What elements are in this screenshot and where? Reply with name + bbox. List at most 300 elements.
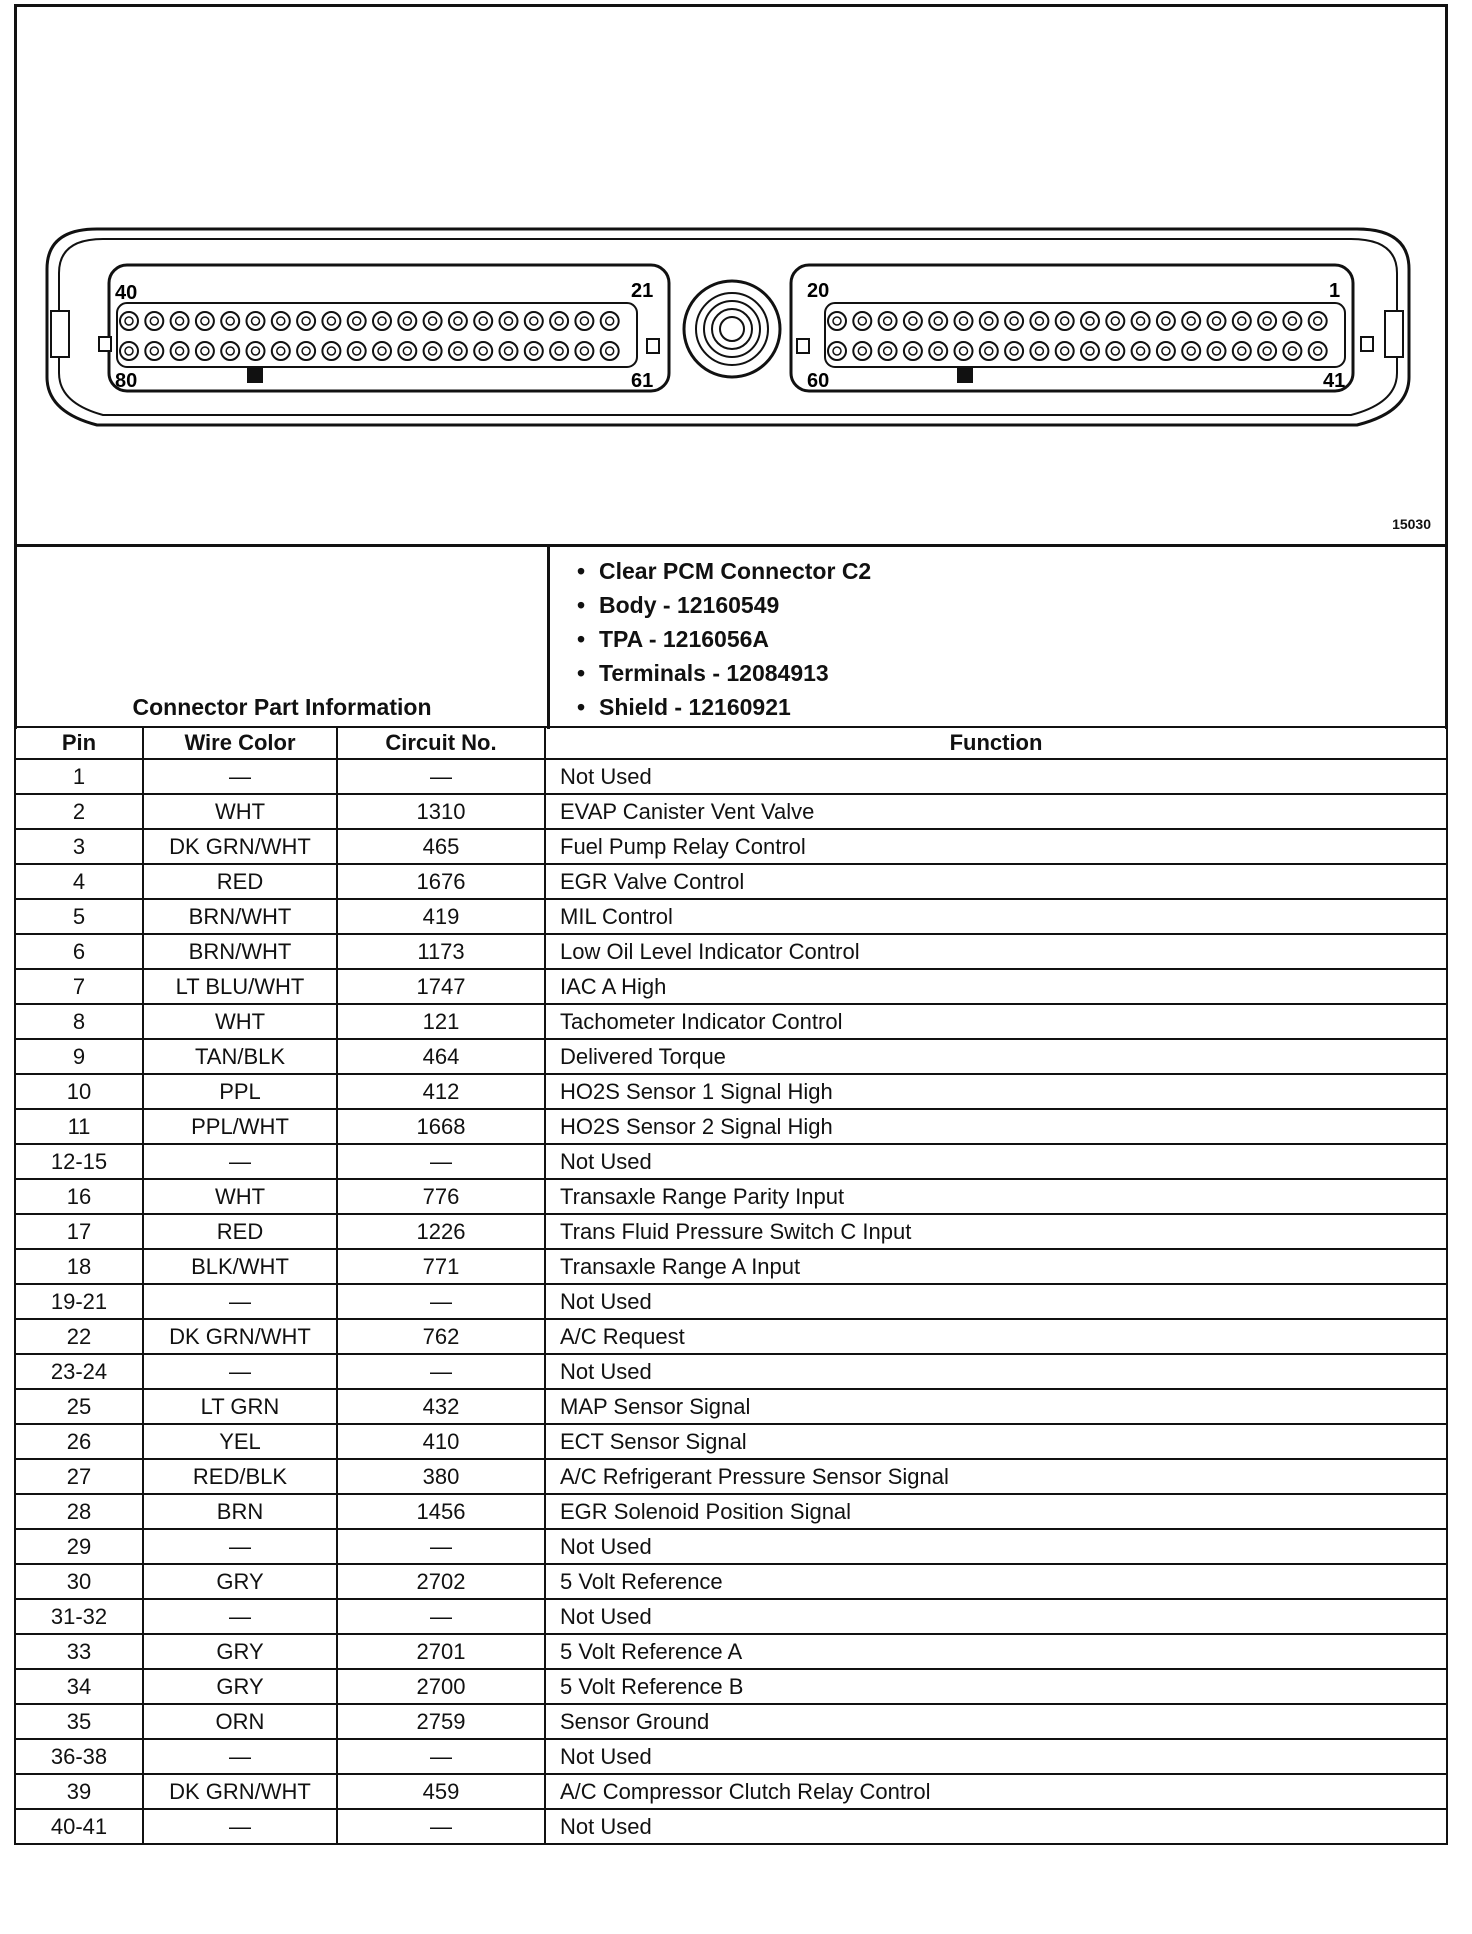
cell-circuit-no: 1173: [337, 934, 545, 969]
pin-hole-center: [429, 317, 437, 325]
cell-pin: 29: [15, 1529, 143, 1564]
pin-hole-center: [1010, 347, 1018, 355]
pin-hole: [322, 312, 340, 330]
pin-hole-center: [606, 317, 614, 325]
right-key-square: [1361, 337, 1373, 351]
cell-pin: 10: [15, 1074, 143, 1109]
pin-hole-center: [302, 317, 310, 325]
cell-pin: 4: [15, 864, 143, 899]
pin-hole: [221, 342, 239, 360]
pin-hole: [1309, 312, 1327, 330]
pin-hole-center: [1010, 317, 1018, 325]
cell-wire-color: GRY: [143, 1669, 337, 1704]
cell-function: A/C Request: [545, 1319, 1447, 1354]
cell-pin: 33: [15, 1634, 143, 1669]
pin-hole-center: [454, 317, 462, 325]
table-row: [15, 829, 1447, 864]
table-row: [15, 1774, 1447, 1809]
cell-function: 5 Volt Reference: [545, 1564, 1447, 1599]
pin-hole-center: [378, 317, 386, 325]
table-row: [15, 1564, 1447, 1599]
pin-hole: [1106, 342, 1124, 360]
pin-hole: [449, 312, 467, 330]
cell-pin: 36-38: [15, 1739, 143, 1774]
pin-hole-center: [909, 317, 917, 325]
cell-wire-color: YEL: [143, 1424, 337, 1459]
pin-hole: [196, 312, 214, 330]
cell-pin: 22: [15, 1319, 143, 1354]
right-latch: [1385, 311, 1403, 357]
cell-pin: 7: [15, 969, 143, 1004]
cell-wire-color: DK GRN/WHT: [143, 1774, 337, 1809]
pin-hole: [1283, 342, 1301, 360]
pin-hole: [1233, 312, 1251, 330]
cell-pin: 11: [15, 1109, 143, 1144]
cell-function: 5 Volt Reference B: [545, 1669, 1447, 1704]
pin-hole: [1005, 342, 1023, 360]
pin-hole: [601, 312, 619, 330]
pin-hole: [929, 342, 947, 360]
cell-wire-color: GRY: [143, 1564, 337, 1599]
pin-hole-center: [1187, 347, 1195, 355]
table-row: [15, 934, 1447, 969]
pin-hole-center: [1213, 347, 1221, 355]
pin-hole: [373, 312, 391, 330]
pin-hole-center: [1288, 317, 1296, 325]
info-item: • Shield - 12160921: [577, 690, 871, 724]
cell-wire-color: LT GRN: [143, 1389, 337, 1424]
cell-function: 5 Volt Reference A: [545, 1634, 1447, 1669]
cell-wire-color: —: [143, 1354, 337, 1389]
pin-hole: [1157, 312, 1175, 330]
pin-hole: [1283, 312, 1301, 330]
pin-hole: [575, 312, 593, 330]
pin-hole: [1258, 312, 1276, 330]
cell-wire-color: WHT: [143, 1179, 337, 1214]
pin-hole: [525, 342, 543, 360]
cell-function: Not Used: [545, 1599, 1447, 1634]
bullet-icon: •: [577, 558, 586, 584]
cell-pin: 18: [15, 1249, 143, 1284]
pin-hole-center: [150, 317, 158, 325]
pin-hole-center: [530, 347, 538, 355]
table-row: [15, 1074, 1447, 1109]
connector-part-info: [14, 544, 1448, 729]
cell-function: EVAP Canister Vent Valve: [545, 794, 1447, 829]
pin-hole: [145, 342, 163, 360]
cell-circuit-no: 1226: [337, 1214, 545, 1249]
pin-hole-center: [378, 347, 386, 355]
cell-pin: 39: [15, 1774, 143, 1809]
cell-circuit-no: 1456: [337, 1494, 545, 1529]
cell-function: Transaxle Range Parity Input: [545, 1179, 1447, 1214]
cell-pin: 40-41: [15, 1809, 143, 1844]
cell-circuit-no: 1668: [337, 1109, 545, 1144]
cell-function: Sensor Ground: [545, 1704, 1447, 1739]
pin-hole-center: [252, 317, 260, 325]
table-row: [15, 1459, 1447, 1494]
pin-hole-center: [1288, 347, 1296, 355]
pin-hole-center: [580, 347, 588, 355]
pin-hole-center: [884, 347, 892, 355]
pin-hole-center: [1061, 317, 1069, 325]
pin-hole-center: [1086, 347, 1094, 355]
cell-pin: 9: [15, 1039, 143, 1074]
cell-pin: 17: [15, 1214, 143, 1249]
pin-hole: [196, 342, 214, 360]
pin-hole: [1182, 342, 1200, 360]
pin-hole-center: [960, 317, 968, 325]
cell-circuit-no: 776: [337, 1179, 545, 1214]
cell-circuit-no: 464: [337, 1039, 545, 1074]
pin-hole-center: [353, 347, 361, 355]
cell-wire-color: TAN/BLK: [143, 1039, 337, 1074]
pin-hole-center: [1162, 347, 1170, 355]
cell-circuit-no: —: [337, 1529, 545, 1564]
pin-hole-center: [934, 347, 942, 355]
cell-circuit-no: 380: [337, 1459, 545, 1494]
pin-hole: [1030, 312, 1048, 330]
table-row: [15, 1214, 1447, 1249]
pin-hole: [424, 342, 442, 360]
cell-function: Not Used: [545, 1739, 1447, 1774]
table-row: [15, 899, 1447, 934]
pin-hole-center: [858, 347, 866, 355]
cell-pin: 26: [15, 1424, 143, 1459]
pin-hole-center: [985, 317, 993, 325]
cell-circuit-no: 1676: [337, 864, 545, 899]
cell-pin: 28: [15, 1494, 143, 1529]
cell-function: Low Oil Level Indicator Control: [545, 934, 1447, 969]
cell-wire-color: LT BLU/WHT: [143, 969, 337, 1004]
pin-hole: [247, 312, 265, 330]
pin-hole: [1309, 342, 1327, 360]
bullet-icon: •: [577, 626, 586, 652]
table-row: [15, 1424, 1447, 1459]
cell-function: EGR Valve Control: [545, 864, 1447, 899]
pin-hole: [171, 342, 189, 360]
table-header-row: [15, 727, 1447, 759]
cell-circuit-no: —: [337, 1144, 545, 1179]
pin-hole: [1005, 312, 1023, 330]
cell-circuit-no: 412: [337, 1074, 545, 1109]
pin-hole-center: [1061, 347, 1069, 355]
pin-hole-center: [429, 347, 437, 355]
pin-hole: [853, 342, 871, 360]
info-item: • Clear PCM Connector C2: [577, 554, 871, 588]
cell-wire-color: —: [143, 1529, 337, 1564]
header-circuit-no: Circuit No.: [337, 727, 545, 759]
cell-wire-color: BRN/WHT: [143, 899, 337, 934]
cell-function: Delivered Torque: [545, 1039, 1447, 1074]
cell-wire-color: WHT: [143, 794, 337, 829]
cell-circuit-no: 410: [337, 1424, 545, 1459]
connector-sheet: [14, 4, 1448, 1882]
pin-hole-center: [252, 347, 260, 355]
cell-pin: 3: [15, 829, 143, 864]
cell-function: Tachometer Indicator Control: [545, 1004, 1447, 1039]
pin-hole: [221, 312, 239, 330]
pin-hole: [373, 342, 391, 360]
pin-hole: [120, 312, 138, 330]
table-row: [15, 1179, 1447, 1214]
pin-hole: [500, 312, 518, 330]
table-row: [15, 794, 1447, 829]
pin-hole: [247, 342, 265, 360]
pin-hole: [1132, 342, 1150, 360]
table-row: [15, 1039, 1447, 1074]
pin-hole: [398, 312, 416, 330]
cell-circuit-no: —: [337, 1809, 545, 1844]
pin-hole: [1081, 312, 1099, 330]
pin-hole-center: [1137, 347, 1145, 355]
pin-hole-center: [302, 347, 310, 355]
cell-circuit-no: 432: [337, 1389, 545, 1424]
cell-circuit-no: —: [337, 1284, 545, 1319]
pin-hole: [955, 342, 973, 360]
bullet-icon: •: [577, 592, 586, 618]
cell-wire-color: RED: [143, 1214, 337, 1249]
left-inner-key-square: [647, 339, 659, 353]
cell-pin: 1: [15, 759, 143, 794]
pin-hole: [500, 342, 518, 360]
pin-hole-center: [479, 317, 487, 325]
pin-hole-center: [985, 347, 993, 355]
cell-wire-color: ORN: [143, 1704, 337, 1739]
cell-circuit-no: —: [337, 1354, 545, 1389]
pin-hole-center: [833, 347, 841, 355]
connector-info-title: Connector Part Information: [132, 694, 432, 720]
cell-wire-color: DK GRN/WHT: [143, 829, 337, 864]
pin-hole-center: [327, 317, 335, 325]
cell-function: Not Used: [545, 759, 1447, 794]
cell-circuit-no: 459: [337, 1774, 545, 1809]
pin-hole-center: [1086, 317, 1094, 325]
pin-hole: [550, 312, 568, 330]
right-inner-key-square: [797, 339, 809, 353]
pin-hole-center: [1263, 347, 1271, 355]
pin-function-table: [14, 726, 1448, 1845]
pin-hole: [297, 342, 315, 360]
pin-hole: [879, 342, 897, 360]
cell-circuit-no: 2702: [337, 1564, 545, 1599]
cell-wire-color: —: [143, 1739, 337, 1774]
table-row: [15, 1109, 1447, 1144]
cell-pin: 25: [15, 1389, 143, 1424]
pin-hole-center: [125, 347, 133, 355]
pin-hole-center: [580, 317, 588, 325]
cell-circuit-no: —: [337, 759, 545, 794]
pin-hole: [525, 312, 543, 330]
pin-hole: [904, 312, 922, 330]
cell-wire-color: PPL/WHT: [143, 1109, 337, 1144]
cell-wire-color: BLK/WHT: [143, 1249, 337, 1284]
table-row: [15, 1389, 1447, 1424]
pin-hole: [120, 342, 138, 360]
connector-housing-outline: [47, 229, 1409, 425]
pin-hole: [322, 342, 340, 360]
pin-hole: [449, 342, 467, 360]
pin-label-21: 21: [631, 280, 654, 302]
cell-circuit-no: —: [337, 1739, 545, 1774]
table-row: [15, 1599, 1447, 1634]
pin-hole: [955, 312, 973, 330]
cell-function: MIL Control: [545, 899, 1447, 934]
cell-pin: 30: [15, 1564, 143, 1599]
cell-circuit-no: 121: [337, 1004, 545, 1039]
pin-hole: [474, 342, 492, 360]
pin-hole: [929, 312, 947, 330]
pin-hole-center: [277, 317, 285, 325]
pin-hole-center: [1238, 317, 1246, 325]
connector-info-list: [577, 554, 871, 724]
pin-hole: [272, 312, 290, 330]
info-item: • Body - 12160549: [577, 588, 871, 622]
pin-hole-center: [327, 347, 335, 355]
cell-function: Not Used: [545, 1529, 1447, 1564]
pin-hole-center: [833, 317, 841, 325]
cell-function: IAC A High: [545, 969, 1447, 1004]
pin-hole: [601, 342, 619, 360]
figure-id: 15030: [1392, 516, 1431, 532]
pin-hole-center: [125, 317, 133, 325]
pin-hole: [348, 312, 366, 330]
pin-hole-center: [1035, 347, 1043, 355]
left-key-square: [99, 337, 111, 351]
cell-function: ECT Sensor Signal: [545, 1424, 1447, 1459]
cell-circuit-no: —: [337, 1599, 545, 1634]
table-row: [15, 1739, 1447, 1774]
pin-hole: [474, 312, 492, 330]
pin-hole-center: [1035, 317, 1043, 325]
cell-pin: 2: [15, 794, 143, 829]
cell-circuit-no: 2700: [337, 1669, 545, 1704]
pin-hole: [1030, 342, 1048, 360]
pin-hole: [1081, 342, 1099, 360]
pin-hole-center: [1162, 317, 1170, 325]
connector-diagram-panel: [14, 4, 1448, 547]
cell-wire-color: DK GRN/WHT: [143, 1319, 337, 1354]
cell-pin: 34: [15, 1669, 143, 1704]
pin-hole: [1157, 342, 1175, 360]
table-row: [15, 1809, 1447, 1844]
table-row: [15, 1634, 1447, 1669]
pin-hole: [550, 342, 568, 360]
cell-wire-color: BRN: [143, 1494, 337, 1529]
pin-hole: [171, 312, 189, 330]
pin-label-41: 41: [1323, 370, 1346, 392]
pin-hole-center: [606, 347, 614, 355]
pin-hole: [980, 342, 998, 360]
cell-circuit-no: 465: [337, 829, 545, 864]
cell-function: Not Used: [545, 1284, 1447, 1319]
pin-hole-center: [353, 317, 361, 325]
pin-hole-center: [1187, 317, 1195, 325]
table-row: [15, 1494, 1447, 1529]
cell-pin: 31-32: [15, 1599, 143, 1634]
pin-hole: [1132, 312, 1150, 330]
pin-hole-center: [277, 347, 285, 355]
pin-hole-center: [479, 347, 487, 355]
pin-hole-center: [226, 347, 234, 355]
cell-pin: 27: [15, 1459, 143, 1494]
pin-hole-center: [555, 317, 563, 325]
cell-function: A/C Compressor Clutch Relay Control: [545, 1774, 1447, 1809]
table-row: [15, 1319, 1447, 1354]
pin-hole-center: [1314, 317, 1322, 325]
pin-hole: [145, 312, 163, 330]
pin-label-1: 1: [1329, 280, 1341, 302]
table-row: [15, 1354, 1447, 1389]
pin-hole-center: [176, 347, 184, 355]
table-row: [15, 1704, 1447, 1739]
cell-circuit-no: 2701: [337, 1634, 545, 1669]
pin-hole-center: [454, 347, 462, 355]
cell-pin: 5: [15, 899, 143, 934]
pin-hole-center: [1263, 317, 1271, 325]
pin-hole-center: [934, 317, 942, 325]
cell-function: HO2S Sensor 2 Signal High: [545, 1109, 1447, 1144]
pin-hole: [1208, 342, 1226, 360]
right-pin-block: [791, 265, 1353, 391]
pin-hole-center: [176, 317, 184, 325]
cell-function: Fuel Pump Relay Control: [545, 829, 1447, 864]
cell-function: Transaxle Range A Input: [545, 1249, 1447, 1284]
cell-function: MAP Sensor Signal: [545, 1389, 1447, 1424]
cell-pin: 16: [15, 1179, 143, 1214]
pin-hole-center: [858, 317, 866, 325]
bullet-icon: •: [577, 694, 586, 720]
cell-function: EGR Solenoid Position Signal: [545, 1494, 1447, 1529]
connector-face-drawing: [17, 7, 1445, 544]
info-item: • TPA - 1216056A: [577, 622, 871, 656]
table-row: [15, 1529, 1447, 1564]
cell-circuit-no: 762: [337, 1319, 545, 1354]
pin-hole: [1106, 312, 1124, 330]
pin-hole: [1056, 312, 1074, 330]
pin-hole-center: [1238, 347, 1246, 355]
cell-circuit-no: 771: [337, 1249, 545, 1284]
pin-hole: [1258, 342, 1276, 360]
pin-hole: [297, 312, 315, 330]
pin-hole: [1208, 312, 1226, 330]
pin-hole: [828, 312, 846, 330]
cell-wire-color: RED/BLK: [143, 1459, 337, 1494]
header-function: Function: [545, 727, 1447, 759]
pin-label-40: 40: [115, 282, 138, 304]
left-latch: [51, 311, 69, 357]
pin-hole-center: [555, 347, 563, 355]
cell-circuit-no: 2759: [337, 1704, 545, 1739]
pin-hole-center: [505, 317, 513, 325]
cell-wire-color: —: [143, 1599, 337, 1634]
pin-label-60: 60: [807, 370, 830, 392]
pin-hole-center: [960, 347, 968, 355]
center-bolt-icon: [684, 281, 780, 377]
cell-circuit-no: 419: [337, 899, 545, 934]
bullet-icon: •: [577, 660, 586, 686]
pin-hole: [1233, 342, 1251, 360]
cell-wire-color: RED: [143, 864, 337, 899]
pin-hole-center: [150, 347, 158, 355]
pin-hole: [828, 342, 846, 360]
pin-hole-center: [884, 317, 892, 325]
cell-pin: 35: [15, 1704, 143, 1739]
pin-hole: [904, 342, 922, 360]
cell-function: HO2S Sensor 1 Signal High: [545, 1074, 1447, 1109]
cell-pin: 6: [15, 934, 143, 969]
pin-hole: [1056, 342, 1074, 360]
